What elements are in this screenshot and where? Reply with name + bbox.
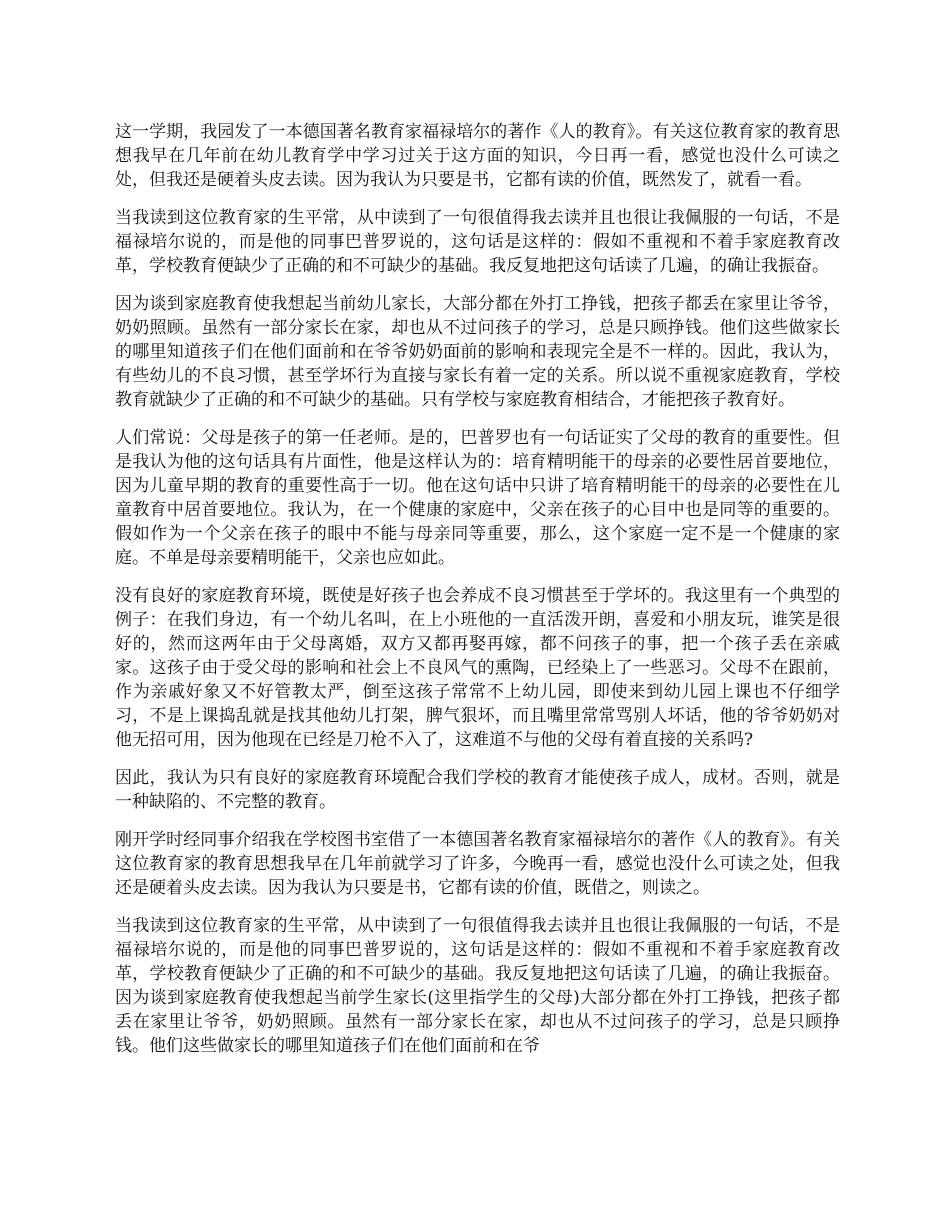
paragraph-1: 这一学期，我园发了一本德国著名教育家福禄培尔的著作《人的教育》。有关这位教育家的教育思想我早在几年前在幼儿教育学中学习过关于这方面的知识，今日再一看，感觉也没什么可读之处，但我还是硬着头皮去读。因为我认为只要是书，它都有读的价值，既然发了，就看一看。 — [115, 122, 840, 190]
paragraph-2: 当我读到这位教育家的生平常，从中读到了一句很值得我去读并且也很让我佩服的一句话，不是福禄培尔说的，而是他的同事巴普罗说的，这句话是这样的：假如不重视和不着手家庭教育改革，学校教育便缺少了正确的和不可缺少的基础。我反复地把这句话读了几遍，的确让我振奋。 — [115, 208, 840, 276]
paragraph-8: 当我读到这位教育家的生平常，从中读到了一句很值得我去读并且也很让我佩服的一句话，不是福禄培尔说的，而是他的同事巴普罗说的，这句话是这样的：假如不重视和不着手家庭教育改革，学校教育便缺少了正确的和不可缺少的基础。我反复地把这句话读了几遍，的确让我振奋。因为谈到家庭教育使我想起当前学生家长(这里指学生的父母)大部分都在外打工挣钱，把孩子都丢在家里让爷爷，奶奶照顾。虽然有一部分家长在家，却也从不过问孩子的学习，总是只顾挣钱。他们这些做家长的哪里知道孩子们在他们面前和在爷 — [115, 916, 840, 1056]
document-body — [115, 120, 840, 1072]
paragraph-7: 刚开学时经同事介绍我在学校图书室借了一本德国著名教育家福禄培尔的著作《人的教育》。有关这位教育家的教育思想我早在几年前就学习了许多，今晚再一看，感觉也没什么可读之处，但我还是硬着头皮去读。因为我认为只要是书，它都有读的价值，既借之，则读之。 — [115, 830, 840, 898]
paragraph-3: 因为谈到家庭教育使我想起当前幼儿家长，大部分都在外打工挣钱，把孩子都丢在家里让爷爷，奶奶照顾。虽然有一部分家长在家，却也从不过问孩子的学习，总是只顾挣钱。他们这些做家长的哪里知道孩子们在他们面前和在爷爷奶奶面前的影响和表现完全是不一样的。因此，我认为，有些幼儿的不良习惯，甚至学坏行为直接与家长有着一定的关系。所以说不重视家庭教育，学校教育就缺少了正确的和不可缺少的基础。只有学校与家庭教育相结合，才能把孩子教育好。 — [115, 294, 840, 410]
paragraph-6: 因此，我认为只有良好的家庭教育环境配合我们学校的教育才能使孩子成人，成材。否则，就是一种缺陷的、不完整的教育。 — [115, 768, 840, 812]
paragraph-4: 人们常说：父母是孩子的第一任老师。是的，巴普罗也有一句话证实了父母的教育的重要性。但是我认为他的这句话具有片面性，他是这样认为的：培育精明能干的母亲的必要性居首要地位，因为儿童早期的教育的重要性高于一切。他在这句话中只讲了培育精明能干的母亲的必要性在儿童教育中居首要地位。我认为，在一个健康的家庭中，父亲在孩子的心目中也是同等的重要的。假如作为一个父亲在孩子的眼中不能与母亲同等重要，那么，这个家庭一定不是一个健康的家庭。不单是母亲要精明能干，父亲也应如此。 — [115, 428, 840, 568]
paragraph-5: 没有良好的家庭教育环境，既使是好孩子也会养成不良习惯甚至于学坏的。我这里有一个典型的例子：在我们身边，有一个幼儿名叫，在上小班他的一直活泼开朗，喜爱和小朋友玩，谁笑是很好的，然而这两年由于父母离婚，双方又都再娶再嫁，都不问孩子的事，把一个孩子丢在亲戚家。这孩子由于受父母的影响和社会上不良风气的熏陶，已经染上了一些恶习。父母不在跟前，作为亲戚好象又不好管教太严，倒至这孩子常常不上幼儿园，即使来到幼儿园上课也不仔细学习，不是上课捣乱就是找其他幼儿打架，脾气狠坏，而且嘴里常常骂别人坏话，他的爷爷奶奶对他无招可用，因为他现在已经是刀枪不入了，这难道不与他的父母有着直接的关系吗? — [115, 586, 840, 750]
